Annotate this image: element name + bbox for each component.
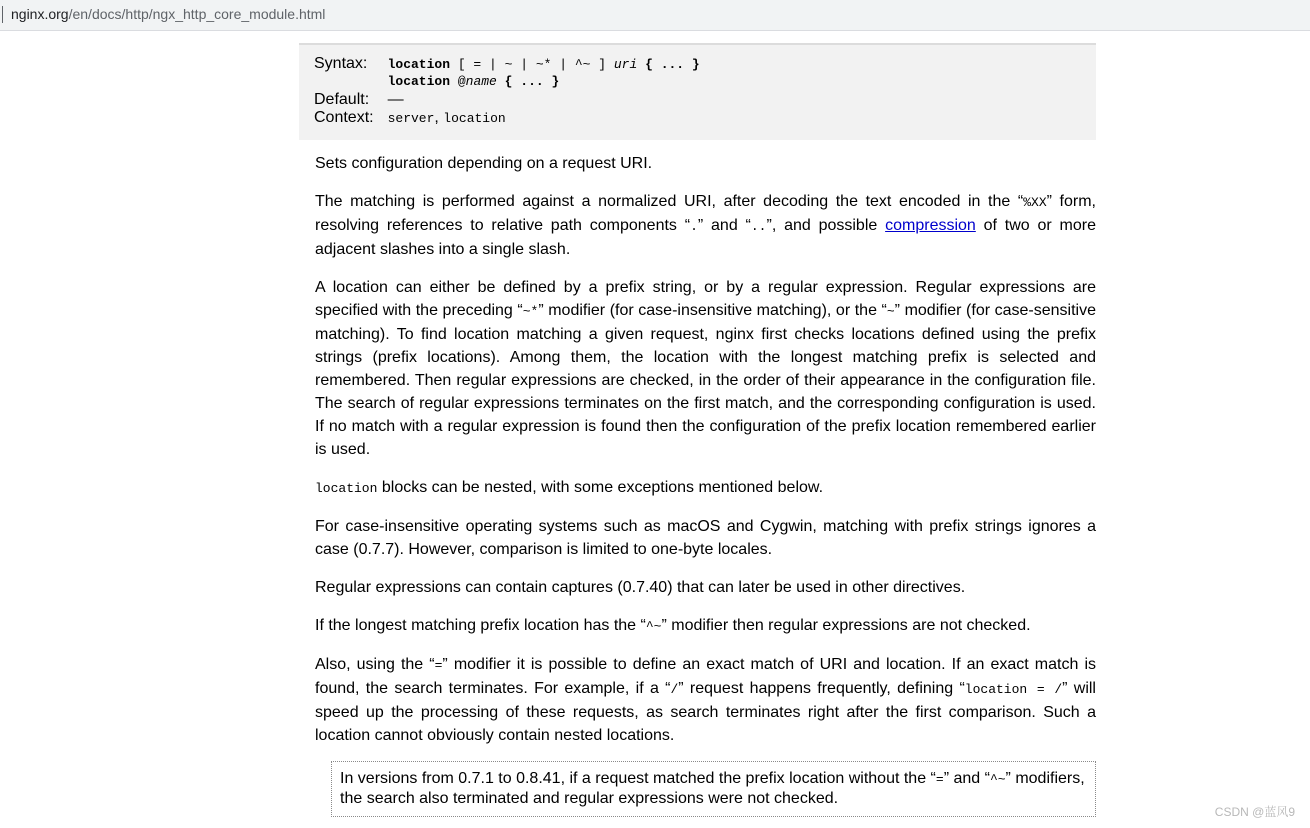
text: Also, using the “: [315, 656, 435, 673]
context-separator: ,: [434, 109, 444, 126]
inline-code: ^~: [645, 619, 662, 634]
text: If the longest matching prefix location has the “: [315, 617, 646, 634]
text: ” request happens frequently, defining “: [678, 680, 965, 697]
inline-code: %XX: [1023, 195, 1047, 210]
address-url[interactable]: [11, 6, 325, 23]
syntax-modifiers: [ = | ~ | ~* | ^~ ]: [457, 57, 607, 72]
inline-code: location: [315, 481, 378, 496]
inline-code: location = /: [964, 682, 1063, 697]
inline-code: .: [690, 219, 698, 234]
version-note: [331, 761, 1096, 817]
paragraph-2: [315, 190, 1096, 261]
text: ”, and possible: [766, 217, 886, 234]
inline-code: =: [434, 658, 443, 673]
inline-code: ^~: [989, 772, 1006, 787]
directive-description: [315, 152, 1096, 762]
syntax-line-2: [388, 73, 700, 91]
text: of two or more adjacent slashes into a single slash.: [315, 217, 1096, 258]
syntax-value: [388, 55, 700, 91]
default-label: Default:: [314, 91, 370, 108]
text: In versions from 0.7.1 to 0.8.41, if a request matched the prefix location without the “: [340, 770, 936, 787]
context-server: server: [387, 111, 435, 126]
text: blocks can be nested, with some exceptions mentioned below.: [377, 479, 824, 496]
text: ” modifier (for case-insensitive matching), or the “: [538, 302, 887, 319]
inline-code: /: [670, 682, 679, 697]
watermark: CSDN @蓝风9: [1214, 805, 1295, 819]
inline-code: ~: [886, 304, 895, 319]
syntax-label: Syntax:: [314, 55, 368, 72]
url-path: /en/docs/http/ngx_http_core_module.html: [68, 6, 326, 22]
text: ” and “: [697, 217, 751, 234]
syntax-keyword-2: location: [387, 74, 451, 89]
context-label: Context:: [314, 109, 374, 126]
default-value: —: [387, 91, 404, 108]
directive-table: [314, 55, 700, 128]
url-host: nginx.org: [11, 6, 69, 22]
browser-address-bar[interactable]: [0, 0, 1310, 31]
inline-code: ..: [750, 219, 767, 234]
context-value: [388, 109, 700, 128]
inline-code: =: [935, 772, 944, 787]
inline-code: ~*: [522, 304, 539, 319]
syntax-block: { ... }: [645, 57, 700, 72]
syntax-line-1: [388, 57, 700, 72]
paragraph-6: Regular expressions can contain captures (0.7.40) that can later be used in other directives.: [315, 579, 966, 596]
text: The matching is performed against a normalized URI, after decoding the text encoded in the “: [315, 193, 1024, 210]
text: ” form, resolving references to relative path components “: [315, 193, 1097, 234]
paragraph-8: [315, 653, 1096, 747]
text: ” modifier then regular expressions are not checked.: [661, 617, 1031, 634]
paragraph-4: [315, 476, 1096, 500]
text: ” and “: [943, 770, 990, 787]
syntax-at: @: [457, 74, 466, 89]
text: ” modifier it is possible to define an exact match of URI and location. If an exact match is found, the search terminates. For example, if a “: [315, 656, 1096, 697]
text: ” modifiers, the search also terminated and regular expressions were not checked.: [340, 770, 1085, 807]
text: ” modifier (for case-sensitive matching). To find location matching a given request, nginx first checks locations defined using the prefix strings (prefix locations). Among them, the location with the longest matching prefix is selected and remembered. Then regular expressions are checked, in the order of their appearance in the configuration file. The search of regular expressions terminates on the first match, and the corresponding configuration is used. If no match with a regular expression is found then the configuration of the prefix location remembered earlier is used.: [315, 302, 1096, 458]
text: ” will speed up the processing of these requests, as search terminates right after the first comparison. Such a location cannot obviously contain nested locations.: [315, 680, 1096, 744]
text: A location can either be defined by a prefix string, or by a regular expression. Regular expressions are specified with the preceding “: [315, 279, 1096, 319]
syntax-keyword: location: [387, 57, 451, 72]
syntax-uri: uri: [613, 57, 638, 72]
paragraph-7: [315, 614, 1096, 638]
compression-link[interactable]: compression: [885, 217, 976, 234]
paragraph-5: For case-insensitive operating systems such as macOS and Cygwin, matching with prefix strings ignores a case (0.7.7). However, comparison is limited to one-byte locales.: [315, 518, 1096, 558]
syntax-block-2: { ... }: [504, 74, 560, 89]
paragraph-1: Sets configuration depending on a request URI.: [315, 155, 653, 172]
text-cursor: [2, 6, 3, 23]
syntax-name: name: [465, 74, 497, 89]
paragraph-3: [315, 276, 1096, 461]
directive-syntax-box: [299, 43, 1096, 140]
context-location: location: [443, 111, 506, 126]
